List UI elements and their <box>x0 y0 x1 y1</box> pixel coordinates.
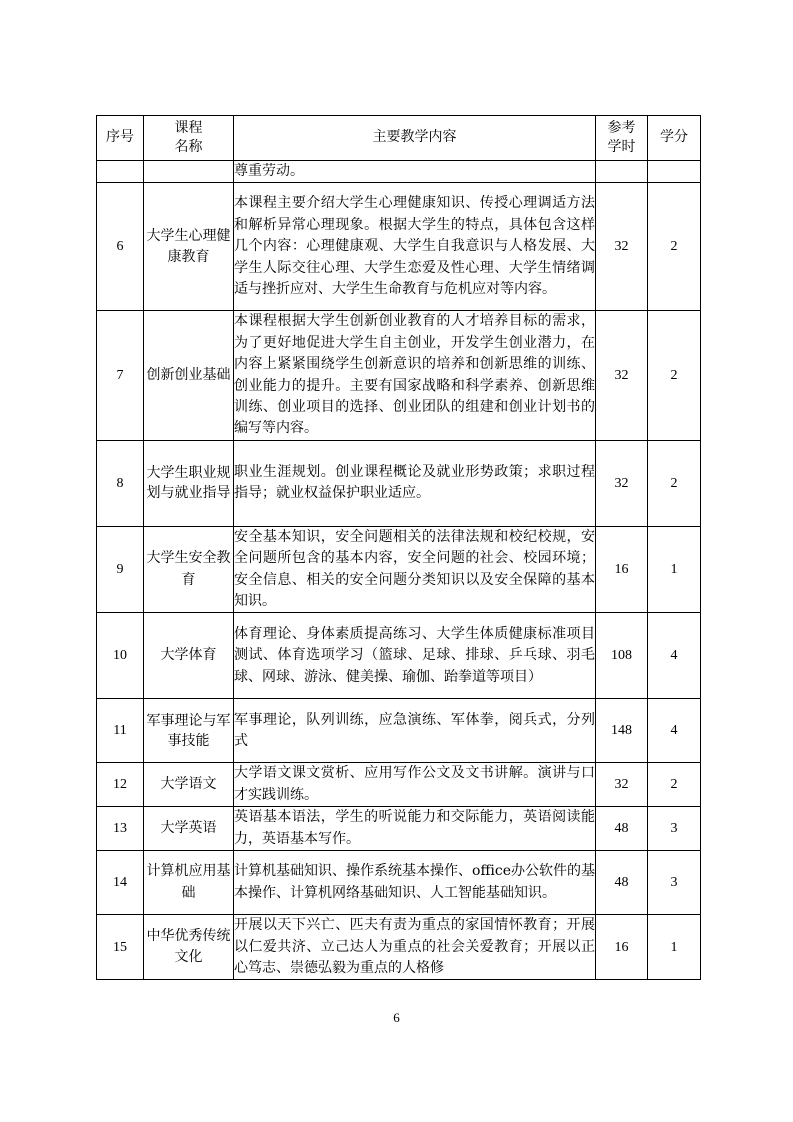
row-course-name: 大学生心理健康教育 <box>144 183 234 311</box>
row-course-name: 大学英语 <box>144 807 234 851</box>
row-hours: 32 <box>596 183 648 311</box>
row-hours: 48 <box>596 851 648 915</box>
row-course-name: 计算机应用基础 <box>144 851 234 915</box>
row-no: 7 <box>97 311 144 440</box>
row-credits: 1 <box>648 915 701 980</box>
header-content: 主要教学内容 <box>234 116 596 161</box>
page-number: 6 <box>393 1010 400 1025</box>
row-content: 英语基本语法，学生的听说能力和交际能力，英语阅读能力，英语基本写作。 <box>234 807 596 851</box>
row-no: 9 <box>97 526 144 613</box>
row-course-name: 大学体育 <box>144 613 234 699</box>
header-course-name <box>144 116 234 161</box>
row-no: 8 <box>97 440 144 526</box>
row-content: 体育理论、身体素质提高练习、大学生体质健康标准项目测试、体育选项学习（篮球、足球、排球、乒乓球、羽毛球、网球、游泳、健美操、瑜伽、跆拳道等项目） <box>234 613 596 699</box>
header-hours <box>596 116 648 161</box>
row-content: 军事理论，队列训练，应急演练、军体拳，阅兵式，分列式 <box>234 699 596 763</box>
table-row <box>97 851 701 915</box>
table-row <box>97 699 701 763</box>
table-row <box>97 915 701 980</box>
row-credits: 2 <box>648 763 701 807</box>
row-no: 15 <box>97 915 144 980</box>
row-course-name: 军事理论与军事技能 <box>144 699 234 763</box>
row-hours <box>596 161 648 183</box>
row-course-name: 大学语文 <box>144 763 234 807</box>
header-hours-text: 参考 学时 <box>607 120 636 155</box>
table-row <box>97 763 701 807</box>
row-no: 6 <box>97 183 144 311</box>
row-hours: 148 <box>596 699 648 763</box>
table-row <box>97 161 701 183</box>
row-hours: 32 <box>596 763 648 807</box>
row-content: 计算机基础知识、操作系统基本操作、office办公软件的基本操作、计算机网络基础知识、人工智能基础知识。 <box>234 851 596 915</box>
row-hours: 48 <box>596 807 648 851</box>
row-credits: 1 <box>648 526 701 613</box>
row-credits: 4 <box>648 699 701 763</box>
row-hours: 32 <box>596 440 648 526</box>
row-no: 10 <box>97 613 144 699</box>
row-content: 本课程主要介绍大学生心理健康知识、传授心理调适方法和解析异常心理现象。根据大学生的特点，具体包含这样几个内容：心理健康观、大学生自我意识与人格发展、大学生人际交往心理、大学生恋爱及性心理、大学生情绪调适与挫折应对、大学生生命教育与危机应对等内容。 <box>234 183 596 311</box>
header-course-name-text: 课程 名称 <box>174 120 203 155</box>
curriculum-table <box>96 115 701 980</box>
row-credits: 3 <box>648 807 701 851</box>
row-no: 11 <box>97 699 144 763</box>
table-row <box>97 311 701 440</box>
row-content: 职业生涯规划。创业课程概论及就业形势政策；求职过程指导；就业权益保护职业适应。 <box>234 440 596 526</box>
row-content: 本课程根据大学生创新创业教育的人才培养目标的需求，为了更好地促进大学生自主创业，开发学生创业潜力，在内容上紧紧围绕学生创新意识的培养和创新思维的训练、创业能力的提升。主要有国家战略和科学素养、创新思维训练、创业项目的选择、创业团队的组建和创业计划书的编写等内容。 <box>234 311 596 440</box>
row-credits: 3 <box>648 851 701 915</box>
row-no: 12 <box>97 763 144 807</box>
row-no <box>97 161 144 183</box>
header-credits: 学分 <box>648 116 701 161</box>
row-course-name <box>144 161 234 183</box>
row-credits: 2 <box>648 311 701 440</box>
row-no: 14 <box>97 851 144 915</box>
table-row <box>97 526 701 613</box>
table-header-row <box>97 116 701 161</box>
table-row <box>97 807 701 851</box>
row-credits: 4 <box>648 613 701 699</box>
table-row <box>97 613 701 699</box>
row-content: 开展以天下兴亡、匹夫有责为重点的家国情怀教育；开展以仁爱共济、立己达人为重点的社会关爱教育；开展以正心笃志、崇德弘毅为重点的人格修 <box>234 915 596 980</box>
row-course-name: 中华优秀传统文化 <box>144 915 234 980</box>
row-content: 安全基本知识，安全问题相关的法律法规和校纪校规，安全问题所包含的基本内容，安全问题的社会、校园环境；安全信息、相关的安全问题分类知识以及安全保障的基本知识。 <box>234 526 596 613</box>
row-hours: 108 <box>596 613 648 699</box>
row-content: 尊重劳动。 <box>234 161 596 183</box>
row-hours: 16 <box>596 526 648 613</box>
row-no: 13 <box>97 807 144 851</box>
table-row <box>97 440 701 526</box>
header-no: 序号 <box>97 116 144 161</box>
row-credits: 2 <box>648 440 701 526</box>
row-credits <box>648 161 701 183</box>
row-course-name: 创新创业基础 <box>144 311 234 440</box>
row-hours: 16 <box>596 915 648 980</box>
row-content: 大学语文课文赏析、应用写作公文及文书讲解。演讲与口才实践训练。 <box>234 763 596 807</box>
row-course-name: 大学生安全教育 <box>144 526 234 613</box>
row-credits: 2 <box>648 183 701 311</box>
table-row <box>97 183 701 311</box>
row-course-name: 大学生职业规划与就业指导 <box>144 440 234 526</box>
row-hours: 32 <box>596 311 648 440</box>
